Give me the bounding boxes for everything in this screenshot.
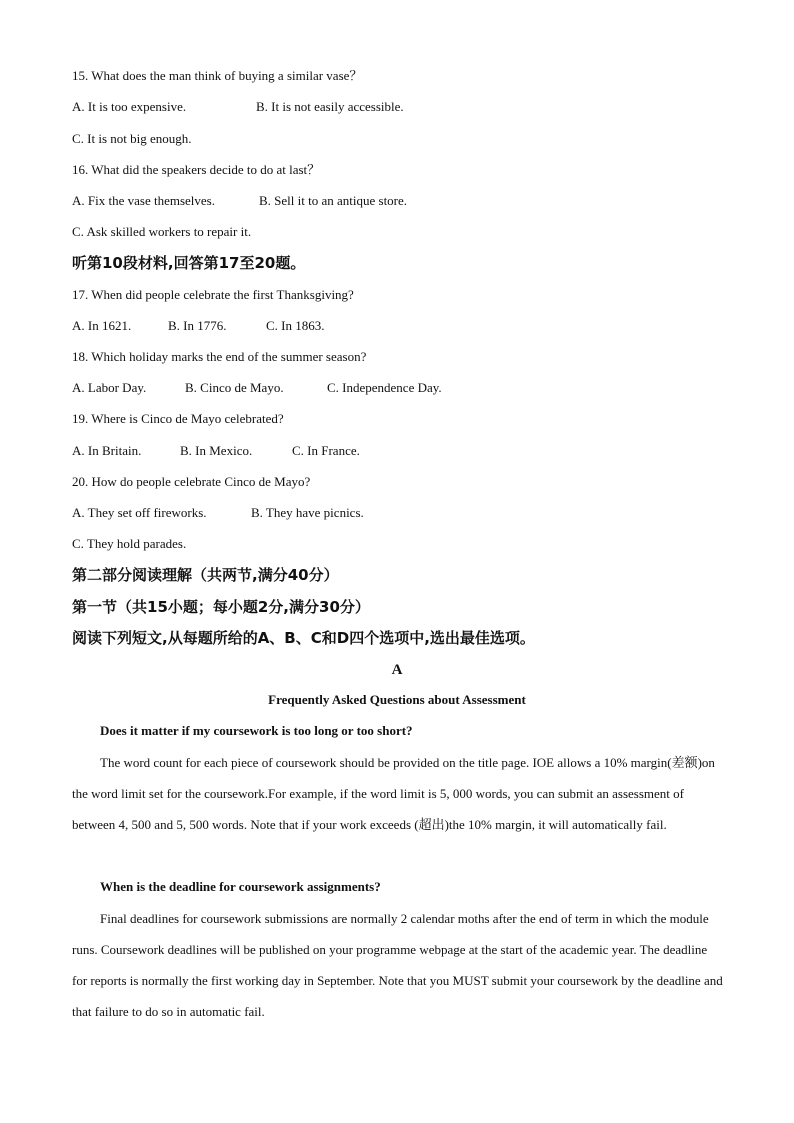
question-15-option-b: B. It is not easily accessible. (256, 99, 404, 114)
question-20-option-a: A. They set off fireworks. (72, 505, 207, 520)
question-17-option-b: B. In 1776. (168, 318, 227, 333)
question-20-option-b: B. They have picnics. (251, 505, 364, 520)
passage-title: Frequently Asked Questions about Assessment (268, 692, 526, 707)
question-15-stem: 15. What does the man think of buying a similar vase？ (72, 68, 363, 83)
paragraph-1-text: The word count for each piece of coursework should be provided on the title page. IOE allows a 10% margin(差额)on the word limit set for the coursework.For example, if the word limit is 5, 000 words, you can submit an assessment of between 4, 500 and 5, 500 words. Note that if your work exceeds (超出)the 10% margin, it will automatically fail. (72, 755, 715, 832)
question-16-option-a: A. Fix the vase themselves. (72, 193, 215, 208)
question-18-option-b: B. Cinco de Mayo. (185, 380, 284, 395)
question-18-stem: 18. Which holiday marks the end of the summer season? (72, 349, 367, 364)
question-19-option-c: C. In France. (292, 443, 360, 458)
reading-instruction: 阅读下列短文,从每题所给的A、B、C和D四个选项中,选出最佳选项。 (72, 629, 535, 647)
question-15-option-a: A. It is too expensive. (72, 99, 187, 114)
passage-question-2: When is the deadline for coursework assignments? (100, 879, 381, 894)
passage-question-1: Does it matter if my coursework is too long or too short? (100, 723, 413, 738)
question-19-option-b: B. In Mexico. (180, 443, 253, 458)
question-18-option-a: A. Labor Day. (72, 380, 147, 395)
question-16-option-b: B. Sell it to an antique store. (259, 193, 408, 208)
question-17-stem: 17. When did people celebrate the first Thanksgiving? (72, 287, 354, 302)
paragraph-2-text: Final deadlines for coursework submissions are normally 2 calendar moths after the end of term in which the module runs. Coursework deadlines will be published on your programme webpage at the start of the academic year. The deadline for reports is normally the first working day in September. Note that you MUST submit your coursework by the deadline and that failure to do so in automatic fail. (72, 911, 723, 1019)
question-15-option-c: C. It is not big enough. (72, 131, 192, 146)
question-19-option-a: A. In Britain. (72, 443, 142, 458)
passage-paragraph-1 (72, 747, 724, 840)
listening-10-header: 听第10段材料,回答第17至20题。 (72, 254, 306, 272)
question-16-option-c: C. Ask skilled workers to repair it. (72, 224, 252, 239)
question-20-option-c: C. They hold parades. (72, 536, 187, 551)
question-18-option-c: C. Independence Day. (327, 380, 442, 395)
question-17-option-c: C. In 1863. (266, 318, 325, 333)
question-20-stem: 20. How do people celebrate Cinco de Mayo? (72, 474, 311, 489)
question-19-stem: 19. Where is Cinco de Mayo celebrated? (72, 411, 284, 426)
section-1-header: 第一节（共15小题；每小题2分,满分30分） (72, 598, 370, 616)
passage-label: A (391, 662, 403, 678)
passage-paragraph-2 (72, 903, 724, 1027)
question-16-stem: 16. What did the speakers decide to do at last？ (72, 162, 321, 177)
part-2-header: 第二部分阅读理解（共两节,满分40分） (72, 566, 339, 584)
question-17-option-a: A. In 1621. (72, 318, 132, 333)
